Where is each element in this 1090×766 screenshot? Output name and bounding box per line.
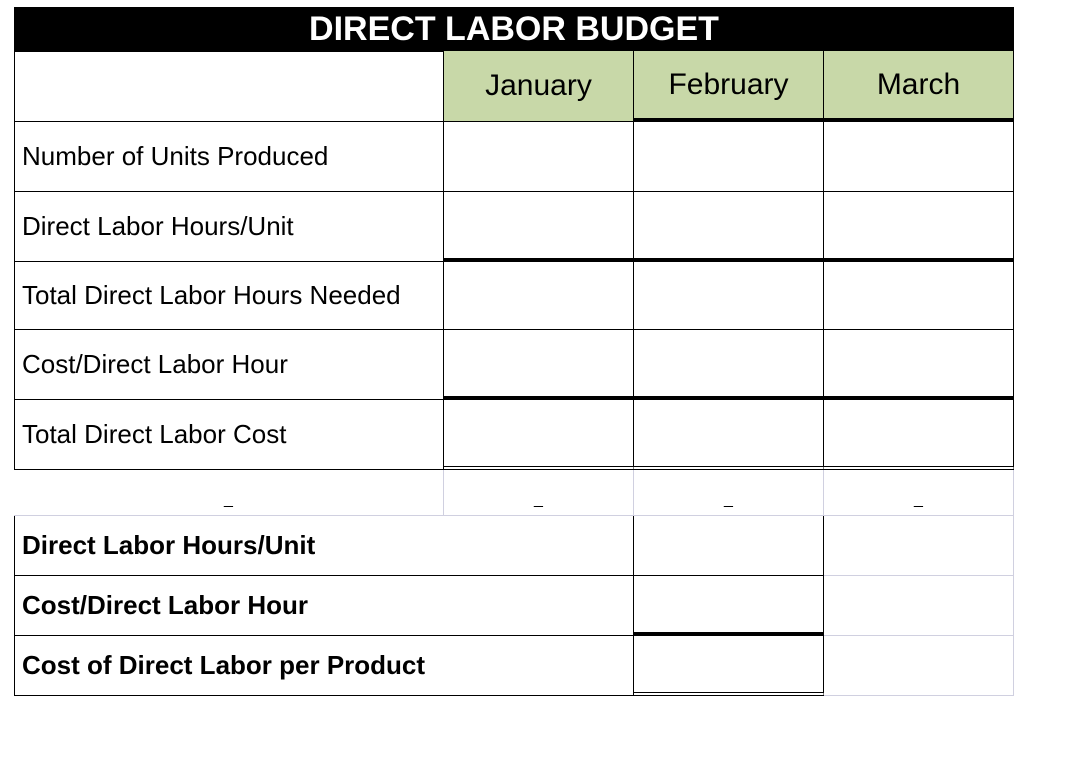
summary-value-cost-per-hour[interactable] xyxy=(634,576,824,636)
budget-title: DIRECT LABOR BUDGET xyxy=(14,7,1014,51)
cell-cost-per-hour-march[interactable] xyxy=(824,330,1014,400)
summary-label-cost-per-hour: Cost/Direct Labor Hour xyxy=(14,576,634,636)
cell-hours-per-unit-february[interactable] xyxy=(634,192,824,262)
cell-units-produced-march[interactable] xyxy=(824,122,1014,192)
cell-units-produced-january[interactable] xyxy=(444,122,634,192)
cell-hours-per-unit-march[interactable] xyxy=(824,192,1014,262)
cell-cost-per-hour-january[interactable] xyxy=(444,330,634,400)
summary-empty-cell xyxy=(824,576,1014,636)
row-label-total-labor-cost: Total Direct Labor Cost xyxy=(14,400,444,470)
row-label-hours-per-unit: Direct Labor Hours/Unit xyxy=(14,192,444,262)
summary-label-cost-per-product: Cost of Direct Labor per Product xyxy=(14,636,634,696)
cell-units-produced-february[interactable] xyxy=(634,122,824,192)
summary-empty-cell xyxy=(824,636,1014,696)
summary-label-hours-per-unit: Direct Labor Hours/Unit xyxy=(14,516,634,576)
row-label-total-hours-needed: Total Direct Labor Hours Needed xyxy=(14,262,444,330)
summary-value-hours-per-unit[interactable] xyxy=(634,516,824,576)
spacer-cell: _ xyxy=(634,470,824,516)
cell-total-cost-february[interactable] xyxy=(634,400,824,470)
spacer-cell: _ xyxy=(14,470,444,516)
cell-total-hours-february[interactable] xyxy=(634,262,824,330)
row-label-cost-per-hour: Cost/Direct Labor Hour xyxy=(14,330,444,400)
summary-empty-cell xyxy=(824,516,1014,576)
cell-total-cost-january[interactable] xyxy=(444,400,634,470)
row-label-units-produced: Number of Units Produced xyxy=(14,122,444,192)
cell-hours-per-unit-january[interactable] xyxy=(444,192,634,262)
spacer-cell: _ xyxy=(444,470,634,516)
cell-total-hours-march[interactable] xyxy=(824,262,1014,330)
cell-total-hours-january[interactable] xyxy=(444,262,634,330)
summary-value-cost-per-product[interactable] xyxy=(634,636,824,696)
cell-cost-per-hour-february[interactable] xyxy=(634,330,824,400)
header-corner-cell xyxy=(14,51,444,122)
header-february: February xyxy=(634,51,824,122)
spacer-cell: _ xyxy=(824,470,1014,516)
header-january: January xyxy=(444,51,634,122)
header-march: March xyxy=(824,51,1014,122)
cell-total-cost-march[interactable] xyxy=(824,400,1014,470)
